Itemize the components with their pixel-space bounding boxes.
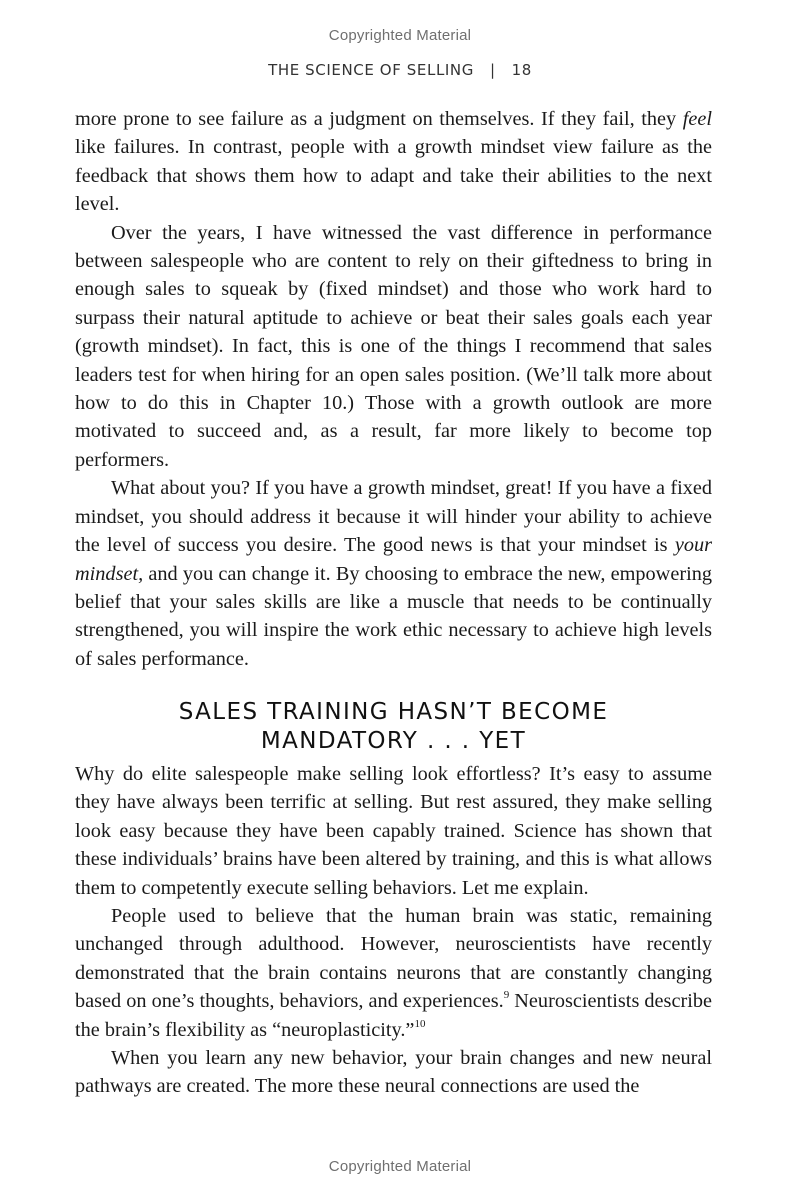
paragraph: Over the years, I have witnessed the vast difference in performance between salespeople who are content to rely on their giftedness to bring in enough sales to squeak by (fixed mindset) and those who work hard to surpass their natural aptitude to achieve or beat their sales goals each year (growth mindset). In fact, this is one of the things I recommend that sales leaders test for when hiring for an open sales position. (We’ll talk more about how to do this in Chapter 10.) Those with a growth outlook are more motivated to succeed and, as a result, far more likely to become top performers. <box>75 221 712 471</box>
emphasis-your-mindset: your mindset, <box>75 534 712 585</box>
footnote-ref-9[interactable]: 9 <box>503 989 510 1002</box>
header-separator: | <box>489 61 496 79</box>
paragraph-continued: more prone to see failure as a judgment on themselves. If they fail, they feel like failures. In contrast, people with a growth mindset view failure as the feedback that shows them how to adapt and take their abilities to the next level. <box>75 108 712 216</box>
book-title: THE SCIENCE OF SELLING <box>268 61 474 79</box>
paragraph: What about you? If you have a growth mindset, great! If you have a fixed mindset, you should address it because it will hinder your ability to achieve the level of success you desire. The good news is that your mindset is your mindset, and you can change it. By choosing to embrace the new, empowering belief that your sales skills are like a muscle that needs to be continually strengthened, you will inspire the work ethic necessary to achieve high levels of sales performance. <box>75 477 712 670</box>
heading-line-1: SALES TRAINING HASN’T BECOME <box>178 699 609 725</box>
body-text-section-2 <box>75 760 712 1101</box>
running-head <box>0 61 800 79</box>
page-number: 18 <box>511 61 532 79</box>
body-text-section-1 <box>75 105 712 673</box>
section-heading <box>75 698 712 756</box>
paragraph: When you learn any new behavior, your brain changes and new neural pathways are created. The more these neural connections are used the <box>75 1047 712 1098</box>
emphasis-feel: feel <box>682 108 712 130</box>
copyright-watermark-top: Copyrighted Material <box>328 27 472 44</box>
copyright-watermark-bottom: Copyrighted Material <box>328 1158 472 1175</box>
paragraph: People used to believe that the human brain was static, remaining unchanged through adulthood. However, neuroscientists have recently demonstrated that the brain contains neurons that are constantly changing based on one’s thoughts, behaviors, and experiences.$^9$ Neuroscientists describe the brain’s flexibility as “neuroplasticity.”$^{10}$ <box>75 905 712 1041</box>
paragraph: Why do elite salespeople make selling look effortless? It’s easy to assume they have always been terrific at selling. But rest assured, they make selling look easy because they have been capably trained. Science has shown that these individuals’ brains have been altered by training, and this is what allows them to competently execute selling behaviors. Let me explain. <box>75 763 712 899</box>
heading-line-2: MANDATORY . . . YET <box>260 728 527 754</box>
footnote-ref-10[interactable]: 10 <box>414 1017 426 1030</box>
